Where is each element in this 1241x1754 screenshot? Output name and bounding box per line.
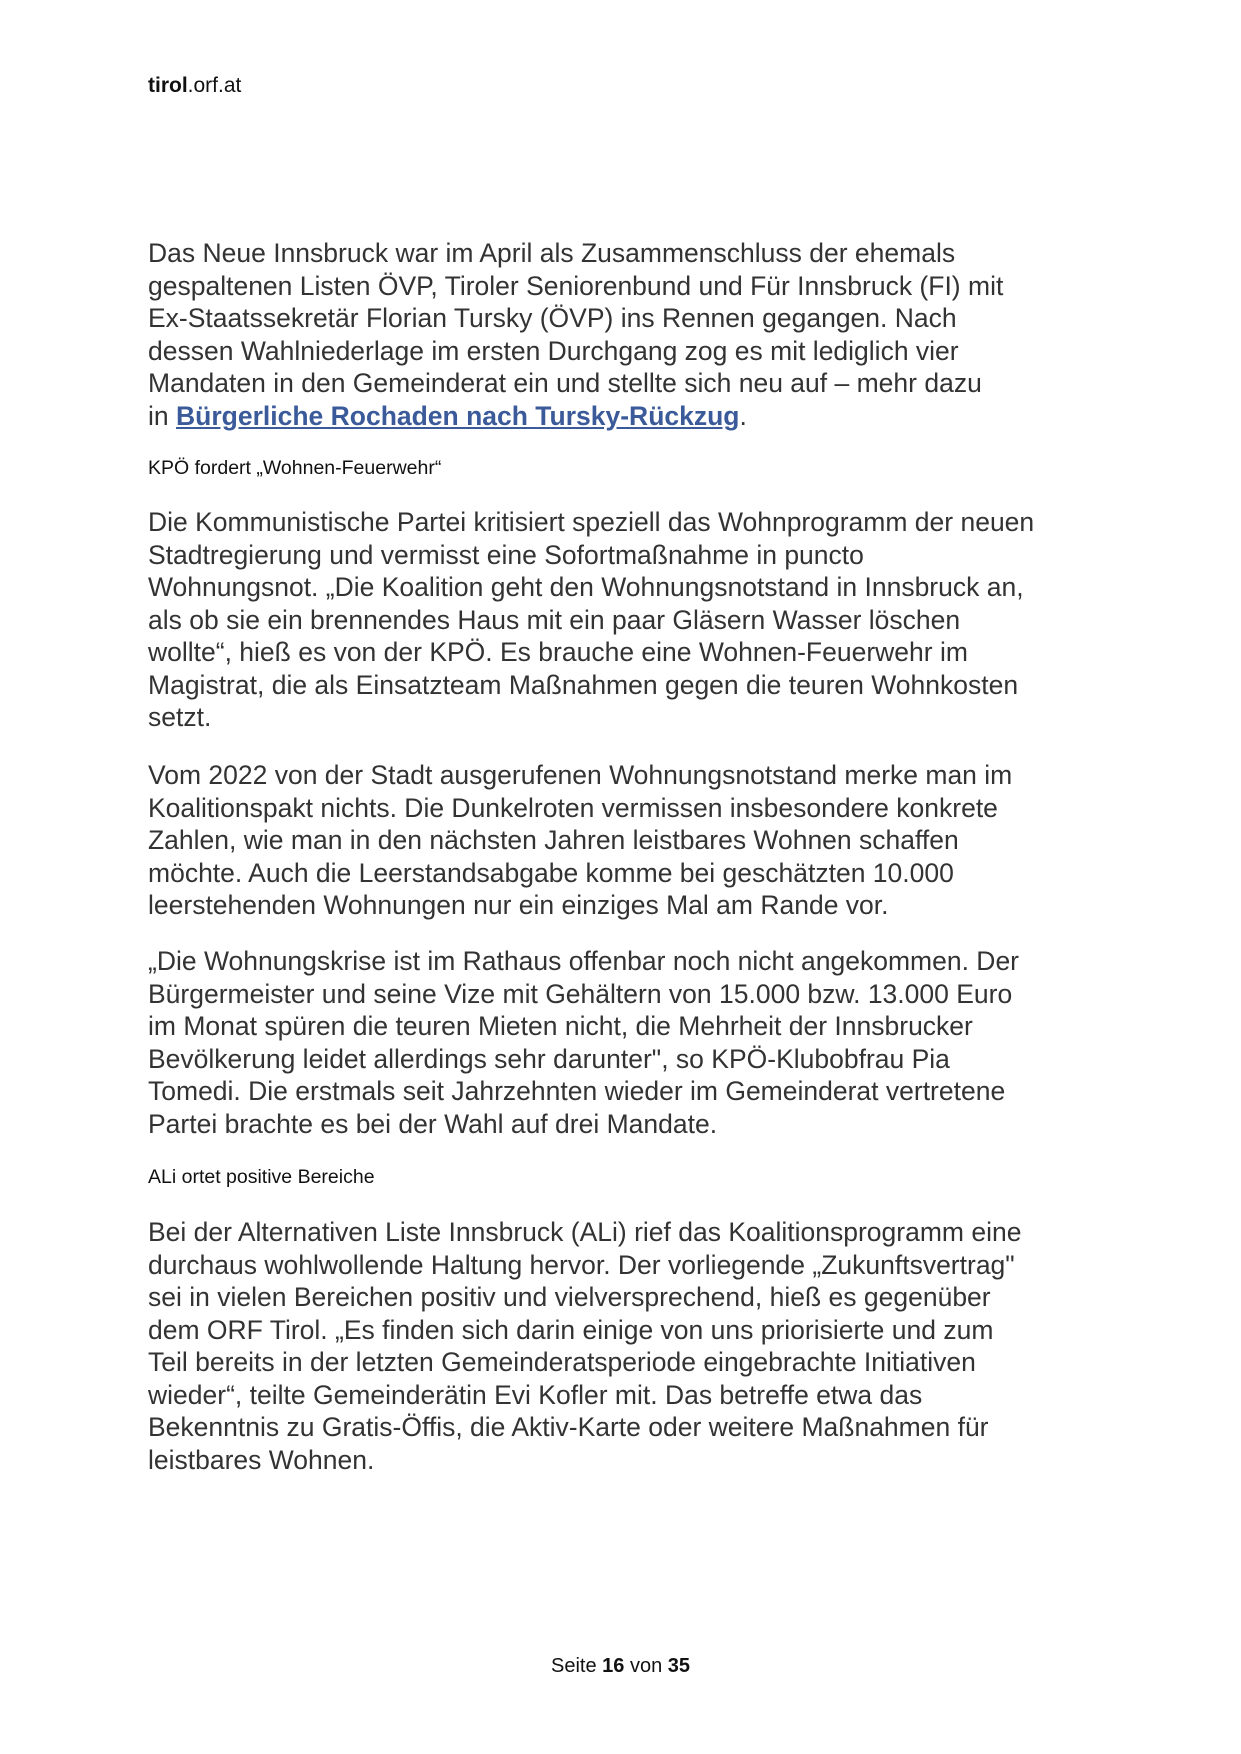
article-link[interactable]: Bürgerliche Rochaden nach Tursky-Rückzug bbox=[176, 400, 740, 431]
current-page: 16 bbox=[602, 1655, 625, 1677]
paragraph-1 bbox=[148, 237, 1148, 432]
paragraph-2: Die Kommunistische Partei kritisiert speziell das Wohnprogramm der neuen Stadtregierung und vermisst eine Sofortmaßnahme in puncto Wohnungsnot. „Die Koalition geht den Wohnungsnotstand in Innsbruck an, als ob sie ein brennendes Haus mit ein paar Gläsern Wasser löschen wollte“, hieß es von der KPÖ. Es brauche eine Wohnen-Feuerwehr im Magistrat, die als Einsatzteam Maßnahmen gegen die teuren Wohnkosten setzt. bbox=[148, 507, 1035, 732]
page-label: Seite bbox=[550, 1655, 603, 1677]
page-number bbox=[0, 1655, 1241, 1678]
site-name-bold: tirol bbox=[148, 74, 188, 97]
paragraph-text: in bbox=[148, 400, 176, 431]
page-of-label: von bbox=[624, 1655, 668, 1677]
site-domain: .orf.at bbox=[187, 74, 242, 97]
subheading-ali: ALi ortet positive Bereiche bbox=[148, 1166, 375, 1188]
paragraph-text: Das Neue Innsbruck war im April als Zusammenschluss der ehemals gespaltenen Listen ÖVP, Tiroler Seniorenbund und Für Innsbruck (FI) mit Ex-Staatssekretär Florian Tursky (ÖVP) ins Rennen gegangen. Nach dessen Wahlniederlage im ersten Durchgang zog es mit lediglich vier Mandaten in den Gemeinderat ein und stellte sich neu auf – mehr dazu bbox=[148, 238, 1004, 398]
paragraph-3: Vom 2022 von der Stadt ausgerufenen Wohnungsnotstand merke man im Koalitionspakt nichts. Die Dunkelroten vermissen insbesondere konkrete Zahlen, wie man in den nächsten Jahren leistbares Wohnen schaffen möchte. Auch die Leerstandsabgabe komme bei geschätzten 10.000 leerstehenden Wohnungen nur ein einziges Mal am Rande vor. bbox=[148, 760, 1013, 920]
paragraph-text: . bbox=[739, 400, 747, 431]
subheading-kpoe: KPÖ fordert „Wohnen-Feuerwehr“ bbox=[148, 457, 442, 479]
total-pages: 35 bbox=[667, 1655, 690, 1677]
paragraph-4: „Die Wohnungskrise ist im Rathaus offenbar noch nicht angekommen. Der Bürgermeister und seine Vize mit Gehältern von 15.000 bzw. 13.000 Euro im Monat spüren die teuren Mieten nicht, die Mehrheit der Innsbrucker Bevölkerung leidet allerdings sehr darunter", so KPÖ-Klubobfrau Pia Tomedi. Die erstmals seit Jahrzehnten wieder im Gemeinderat vertretene Partei brachte es bei der Wahl auf drei Mandate. bbox=[148, 946, 1020, 1139]
paragraph-5: Bei der Alternativen Liste Innsbruck (ALi) rief das Koalitionsprogramm eine durchaus wohlwollende Haltung hervor. Der vorliegende „Zukunftsvertrag" sei in vielen Bereichen positiv und vielversprechend, hieß es gegenüber dem ORF Tirol. „Es finden sich darin einige von uns priorisierte und zum Teil bereits in der letzten Gemeinderatsperiode eingebrachte Initiativen wieder“, teilte Gemeinderätin Evi Kofler mit. Das betreffe etwa das Bekenntnis zu Gratis-Öffis, die Aktiv-Karte oder weitere Maßnahmen für leistbares Wohnen. bbox=[148, 1217, 1022, 1475]
site-header bbox=[148, 74, 241, 98]
